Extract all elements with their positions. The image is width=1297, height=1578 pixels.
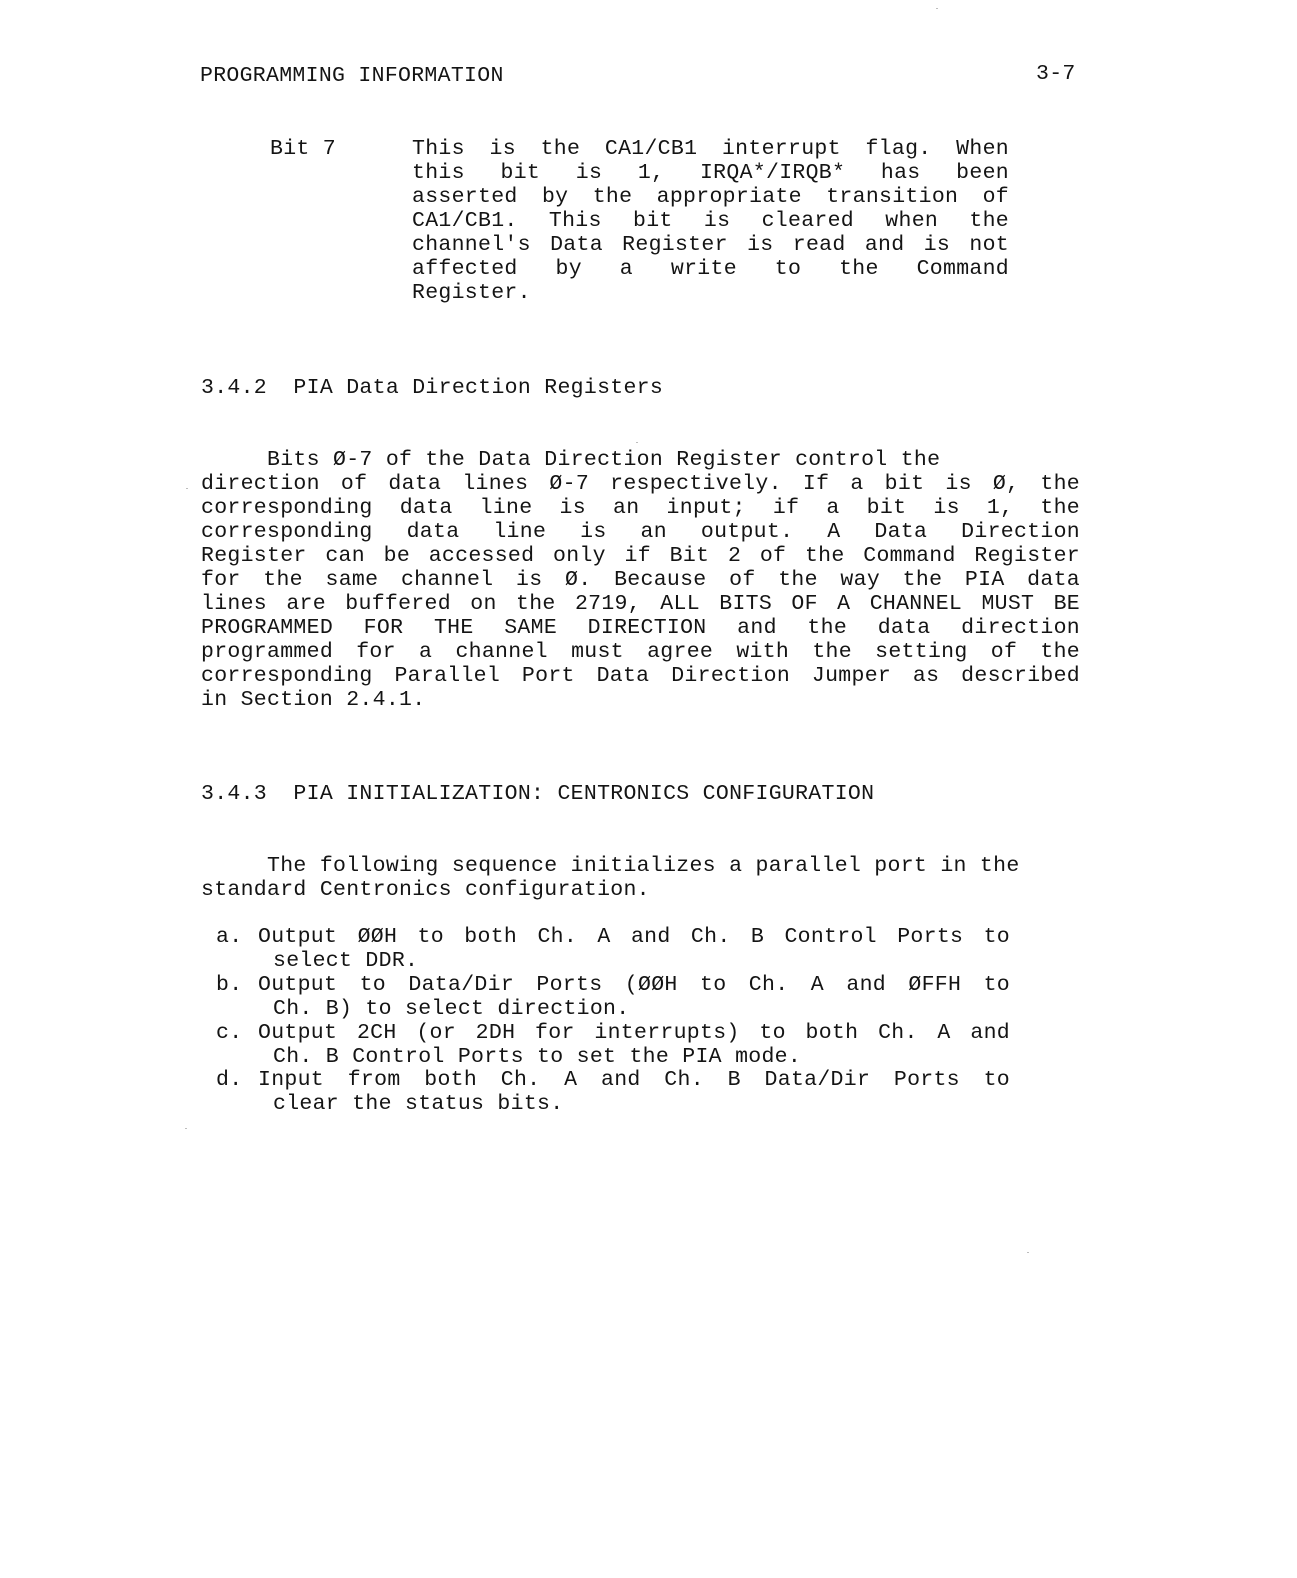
scan-speck — [636, 442, 638, 443]
scan-speck — [936, 8, 938, 9]
bit-description-line: this bit is 1, IRQA*/IRQB* has been — [412, 161, 1009, 185]
bit-description-line: affected by a write to the Command — [412, 257, 1009, 281]
list-item-marker: a. — [216, 925, 243, 949]
paragraph-line: Bits Ø-7 of the Data Direction Register control the — [201, 448, 941, 472]
list-item-marker: b. — [216, 973, 243, 997]
bit-description-line: CA1/CB1. This bit is cleared when the — [412, 209, 1009, 233]
list-item-text: Output 2CH (or 2DH for interrupts) to both Ch. A and — [258, 1021, 1010, 1045]
list-item-text: select DDR. — [273, 949, 419, 973]
bit-description-line: channel's Data Register is read and is not — [412, 233, 1009, 257]
list-item-marker: c. — [216, 1021, 243, 1045]
section-heading-343: 3.4.3 PIA INITIALIZATION: CENTRONICS CONFIGURATION — [201, 782, 875, 806]
list-item-text: Ch. B Control Ports to set the PIA mode. — [273, 1045, 802, 1069]
page-number: 3-7 — [1036, 62, 1076, 86]
paragraph-line: for the same channel is Ø. Because of the way the PIA data — [201, 568, 1080, 592]
paragraph-line: in Section 2.4.1. — [201, 688, 426, 712]
bit-description-line: This is the CA1/CB1 interrupt flag. When — [412, 137, 1009, 161]
list-item-text: Output ØØH to both Ch. A and Ch. B Control Ports to — [258, 925, 1010, 949]
list-item-text: Ch. B) to select direction. — [273, 997, 630, 1021]
paragraph-line: direction of data lines Ø-7 respectively. If a bit is Ø, the — [201, 472, 1080, 496]
paragraph-line: corresponding data line is an output. A Data Direction — [201, 520, 1080, 544]
bit-description-line: Register. — [412, 281, 531, 305]
paragraph-line: The following sequence initializes a parallel port in the — [201, 854, 1020, 878]
scan-speck — [186, 488, 188, 489]
paragraph-line: lines are buffered on the 2719, ALL BITS OF A CHANNEL MUST BE — [201, 592, 1080, 616]
scan-speck — [1027, 1252, 1029, 1253]
bit-description-line: asserted by the appropriate transition of — [412, 185, 1009, 209]
list-item-text: Input from both Ch. A and Ch. B Data/Dir Ports to — [258, 1068, 1010, 1092]
list-item-marker: d. — [216, 1068, 243, 1092]
paragraph-line: Register can be accessed only if Bit 2 of the Command Register — [201, 544, 1080, 568]
paragraph-line: corresponding data line is an input; if a bit is 1, the — [201, 496, 1080, 520]
paragraph-line: programmed for a channel must agree with the setting of the — [201, 640, 1080, 664]
section-heading-342: 3.4.2 PIA Data Direction Registers — [201, 376, 664, 400]
paragraph-line: corresponding Parallel Port Data Direction Jumper as described — [201, 664, 1080, 688]
list-item-text: Output to Data/Dir Ports (ØØH to Ch. A and ØFFH to — [258, 973, 1010, 997]
bit-label: Bit 7 — [270, 137, 337, 161]
list-item-text: clear the status bits. — [273, 1092, 564, 1116]
running-header: PROGRAMMING INFORMATION — [200, 64, 504, 88]
scan-speck — [185, 1128, 187, 1129]
paragraph-line: standard Centronics configuration. — [201, 878, 650, 902]
paragraph-line: PROGRAMMED FOR THE SAME DIRECTION and the data direction — [201, 616, 1080, 640]
